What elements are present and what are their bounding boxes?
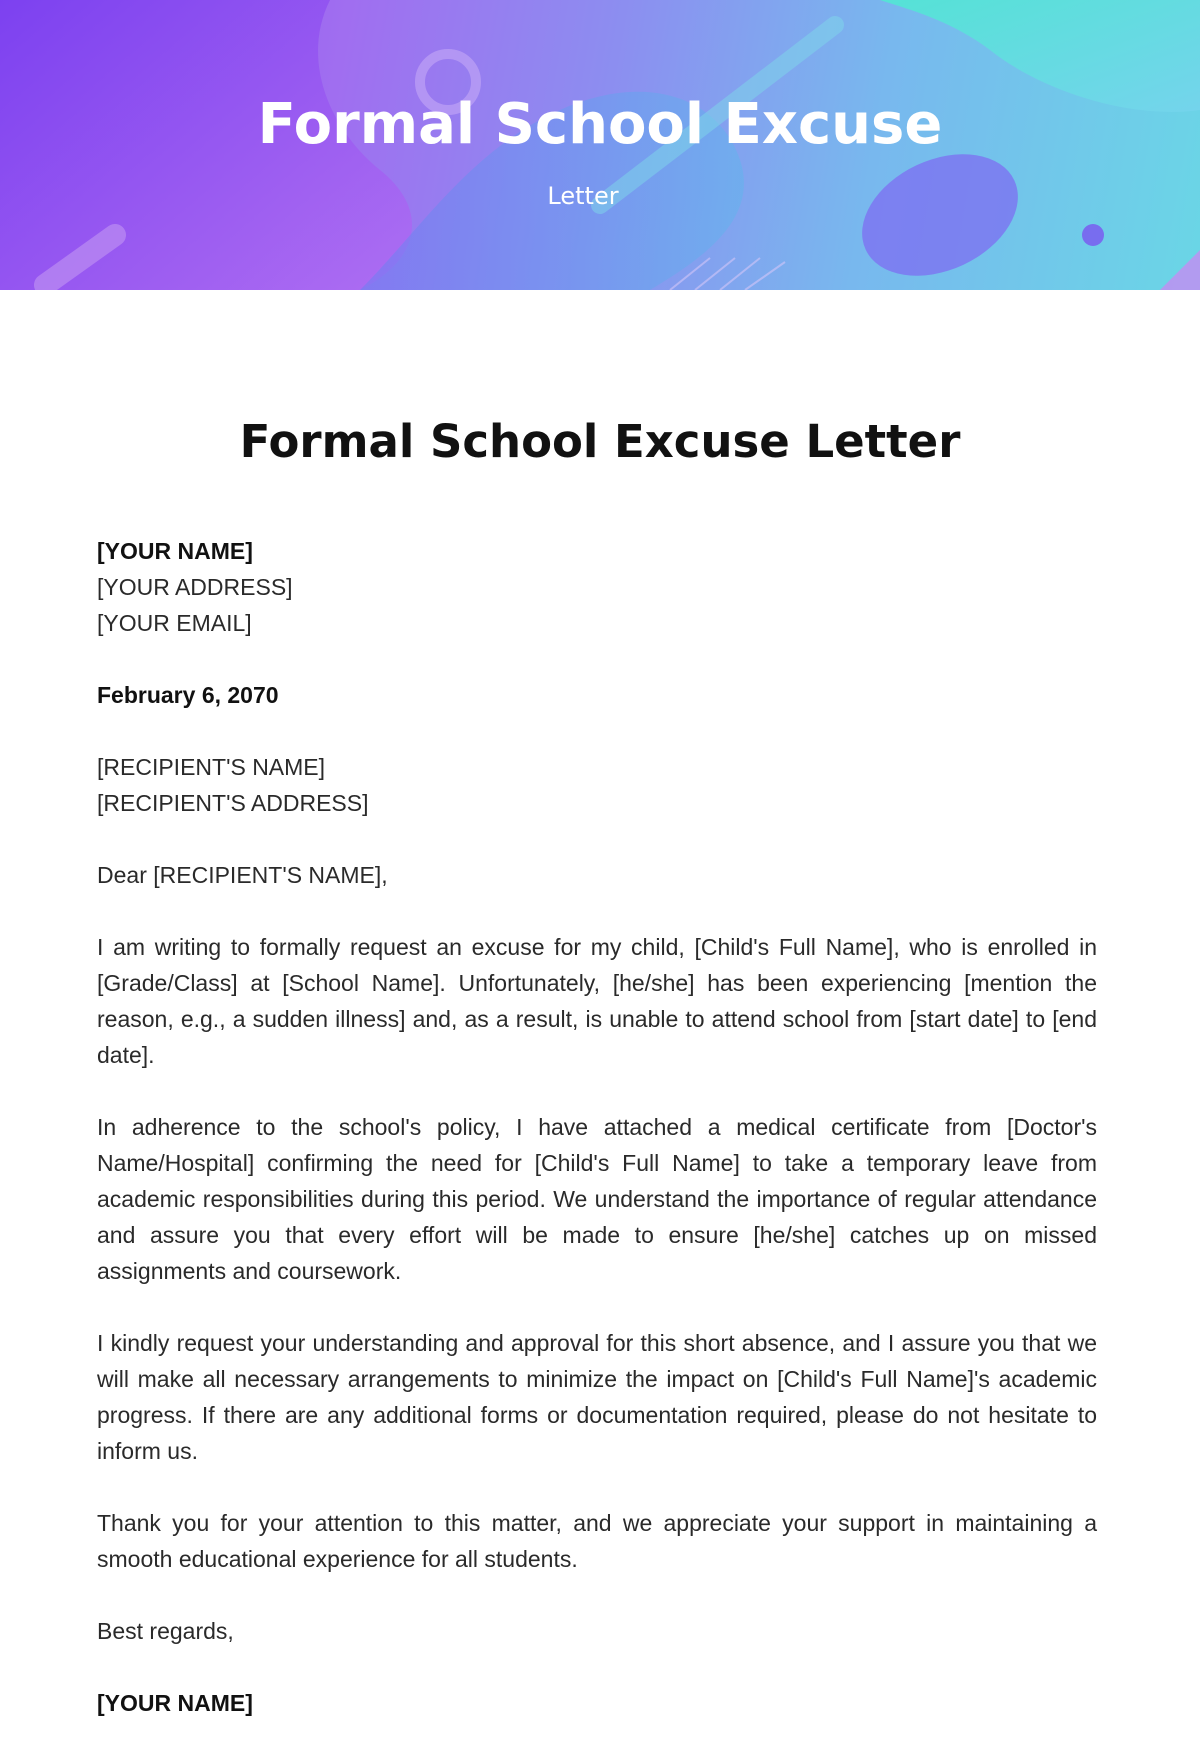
letter-date: February 6, 2070: [97, 682, 279, 708]
salutation: Dear [RECIPIENT'S NAME],: [97, 862, 388, 888]
body-paragraph-2: In adherence to the school's policy, I have attached a medical certificate from [Doctor's Name/Hospital] confirming the need for [Child's Full Name] to take a temporary leave from academic responsibilities during this period. We understand the importance of regular attendance and assure you that every effort will be made to ensure [he/she] catches up on missed assignments and coursework.: [97, 1114, 1097, 1284]
recipient-block: [97, 749, 1097, 821]
header-banner: [0, 0, 1200, 290]
document-title: Formal School Excuse Letter: [239, 415, 961, 468]
letter-body: [97, 533, 1097, 1757]
body-paragraph-3: I kindly request your understanding and approval for this short absence, and I assure you that we will make all necessary arrangements to minimize the impact on [Child's Full Name]'s academic progress. If there are any additional forms or documentation required, please do not hesitate to inform us.: [97, 1330, 1097, 1464]
banner-title: Formal School Excuse: [257, 92, 943, 157]
recipient-address: [RECIPIENT'S ADDRESS]: [97, 790, 369, 816]
date-block: [97, 677, 1097, 713]
sender-name: [YOUR NAME]: [97, 538, 253, 564]
body-paragraph-1: I am writing to formally request an excuse for my child, [Child's Full Name], who is enrolled in [Grade/Class] at [School Name]. Unfortunately, [he/she] has been experiencing [mention the reason, e.g., a sudden illness] and, as a result, is unable to attend school from [start date] to [end date].: [97, 934, 1097, 1068]
sender-email: [YOUR EMAIL]: [97, 610, 252, 636]
signature-name: [YOUR NAME]: [97, 1690, 253, 1716]
body-paragraph-4: Thank you for your attention to this matter, and we appreciate your support in maintaining a smooth educational experience for all students.: [97, 1510, 1097, 1572]
sender-block: [97, 533, 1097, 641]
closing: Best regards,: [97, 1618, 234, 1644]
recipient-name: [RECIPIENT'S NAME]: [97, 754, 326, 780]
sender-address: [YOUR ADDRESS]: [97, 574, 293, 600]
banner-subtitle: Letter: [547, 182, 619, 210]
